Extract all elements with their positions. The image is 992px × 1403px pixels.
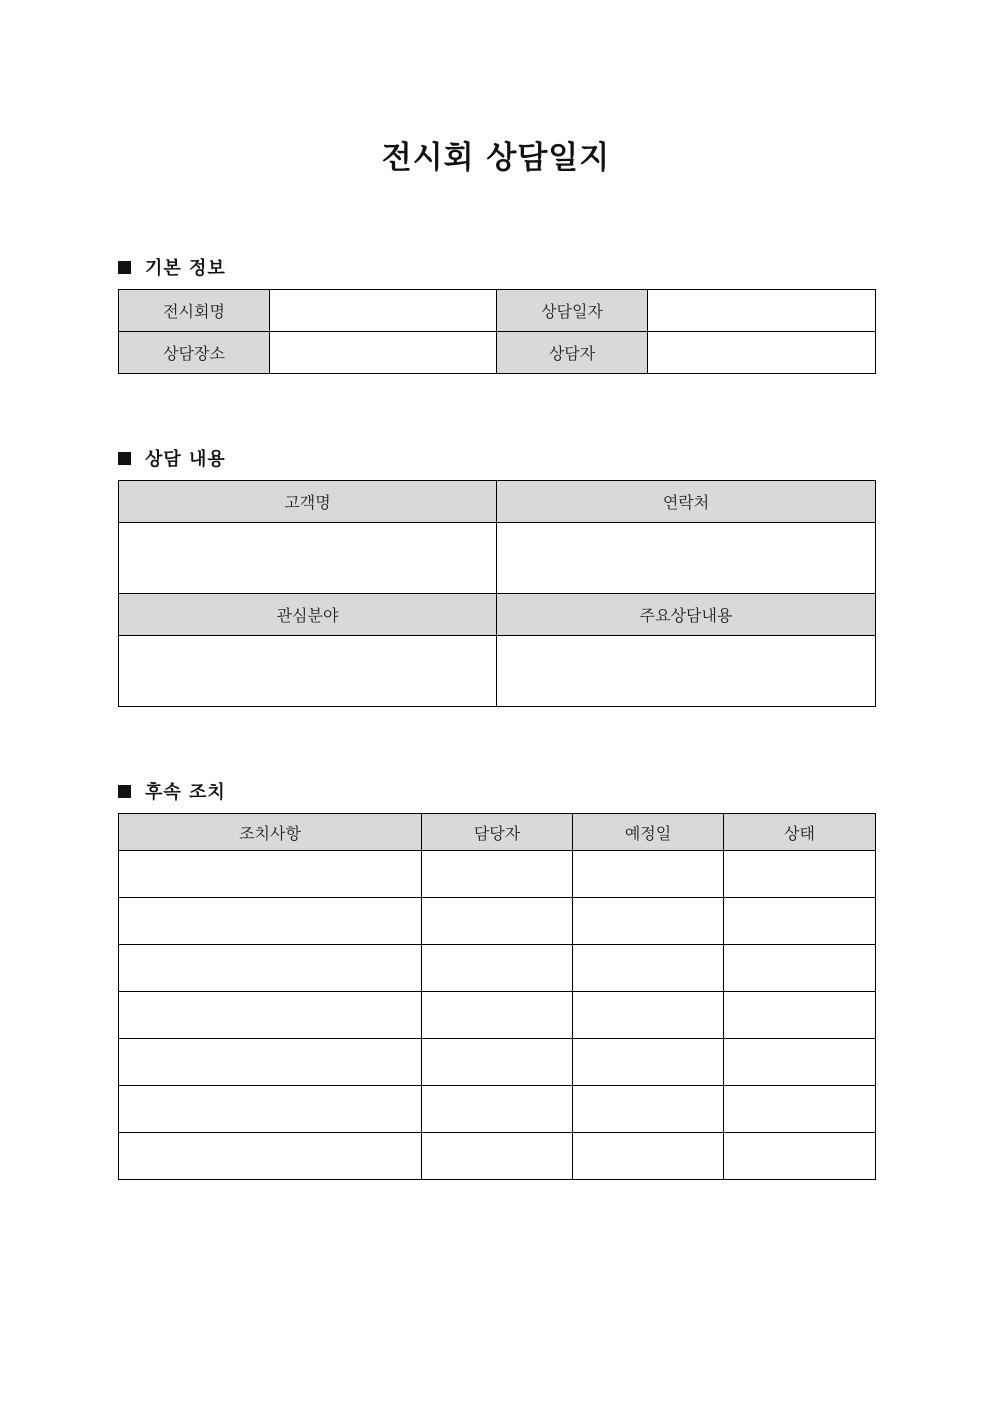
due-date-cell[interactable] <box>573 992 724 1039</box>
table-row <box>119 290 876 332</box>
status-cell[interactable] <box>724 1133 876 1180</box>
consult-place-field[interactable] <box>270 332 497 374</box>
table-row <box>119 945 876 992</box>
square-bullet-icon <box>118 785 131 798</box>
section-heading-basic-label: 기본 정보 <box>145 258 226 279</box>
table-row <box>119 594 876 636</box>
basic-info-table <box>118 289 876 374</box>
main-content-label: 주요상담내용 <box>497 594 876 636</box>
interest-label: 관심분야 <box>119 594 497 636</box>
table-row <box>119 481 876 523</box>
section-heading-followup <box>118 778 226 804</box>
table-row <box>119 898 876 945</box>
column-header-action: 조치사항 <box>119 814 422 851</box>
owner-cell[interactable] <box>422 898 573 945</box>
action-cell[interactable] <box>119 992 422 1039</box>
due-date-cell[interactable] <box>573 851 724 898</box>
due-date-cell[interactable] <box>573 1039 724 1086</box>
owner-cell[interactable] <box>422 1133 573 1180</box>
section-heading-basic <box>118 254 226 280</box>
owner-cell[interactable] <box>422 1086 573 1133</box>
status-cell[interactable] <box>724 992 876 1039</box>
status-cell[interactable] <box>724 1039 876 1086</box>
consultant-label: 상담자 <box>497 332 648 374</box>
consult-date-field[interactable] <box>648 290 876 332</box>
main-content-field[interactable] <box>497 636 876 707</box>
table-row <box>119 1086 876 1133</box>
action-cell[interactable] <box>119 1086 422 1133</box>
action-cell[interactable] <box>119 1039 422 1086</box>
table-row <box>119 332 876 374</box>
due-date-cell[interactable] <box>573 1133 724 1180</box>
contact-field[interactable] <box>497 523 876 594</box>
owner-cell[interactable] <box>422 992 573 1039</box>
table-row <box>119 851 876 898</box>
status-cell[interactable] <box>724 898 876 945</box>
consult-content-table <box>118 480 876 707</box>
customer-name-label: 고객명 <box>119 481 497 523</box>
exhibition-name-label: 전시회명 <box>119 290 270 332</box>
consult-date-label: 상담일자 <box>497 290 648 332</box>
action-cell[interactable] <box>119 945 422 992</box>
action-cell[interactable] <box>119 851 422 898</box>
owner-cell[interactable] <box>422 945 573 992</box>
status-cell[interactable] <box>724 945 876 992</box>
table-row <box>119 1133 876 1180</box>
table-row <box>119 1039 876 1086</box>
column-header-status: 상태 <box>724 814 876 851</box>
section-heading-content-label: 상담 내용 <box>145 449 226 470</box>
action-cell[interactable] <box>119 898 422 945</box>
action-cell[interactable] <box>119 1133 422 1180</box>
page-title: 전시회 상담일지 <box>381 140 611 176</box>
status-cell[interactable] <box>724 851 876 898</box>
exhibition-name-field[interactable] <box>270 290 497 332</box>
customer-name-field[interactable] <box>119 523 497 594</box>
consultant-field[interactable] <box>648 332 876 374</box>
table-row <box>119 523 876 594</box>
followup-table <box>118 813 876 1180</box>
consult-place-label: 상담장소 <box>119 332 270 374</box>
due-date-cell[interactable] <box>573 1086 724 1133</box>
section-heading-followup-label: 후속 조치 <box>145 782 226 803</box>
square-bullet-icon <box>118 261 131 274</box>
table-row <box>119 636 876 707</box>
interest-field[interactable] <box>119 636 497 707</box>
column-header-owner: 담당자 <box>422 814 573 851</box>
table-header-row <box>119 814 876 851</box>
column-header-due-date: 예정일 <box>573 814 724 851</box>
table-row <box>119 992 876 1039</box>
due-date-cell[interactable] <box>573 945 724 992</box>
contact-label: 연락처 <box>497 481 876 523</box>
status-cell[interactable] <box>724 1086 876 1133</box>
square-bullet-icon <box>118 452 131 465</box>
due-date-cell[interactable] <box>573 898 724 945</box>
section-heading-content <box>118 445 226 471</box>
owner-cell[interactable] <box>422 851 573 898</box>
owner-cell[interactable] <box>422 1039 573 1086</box>
